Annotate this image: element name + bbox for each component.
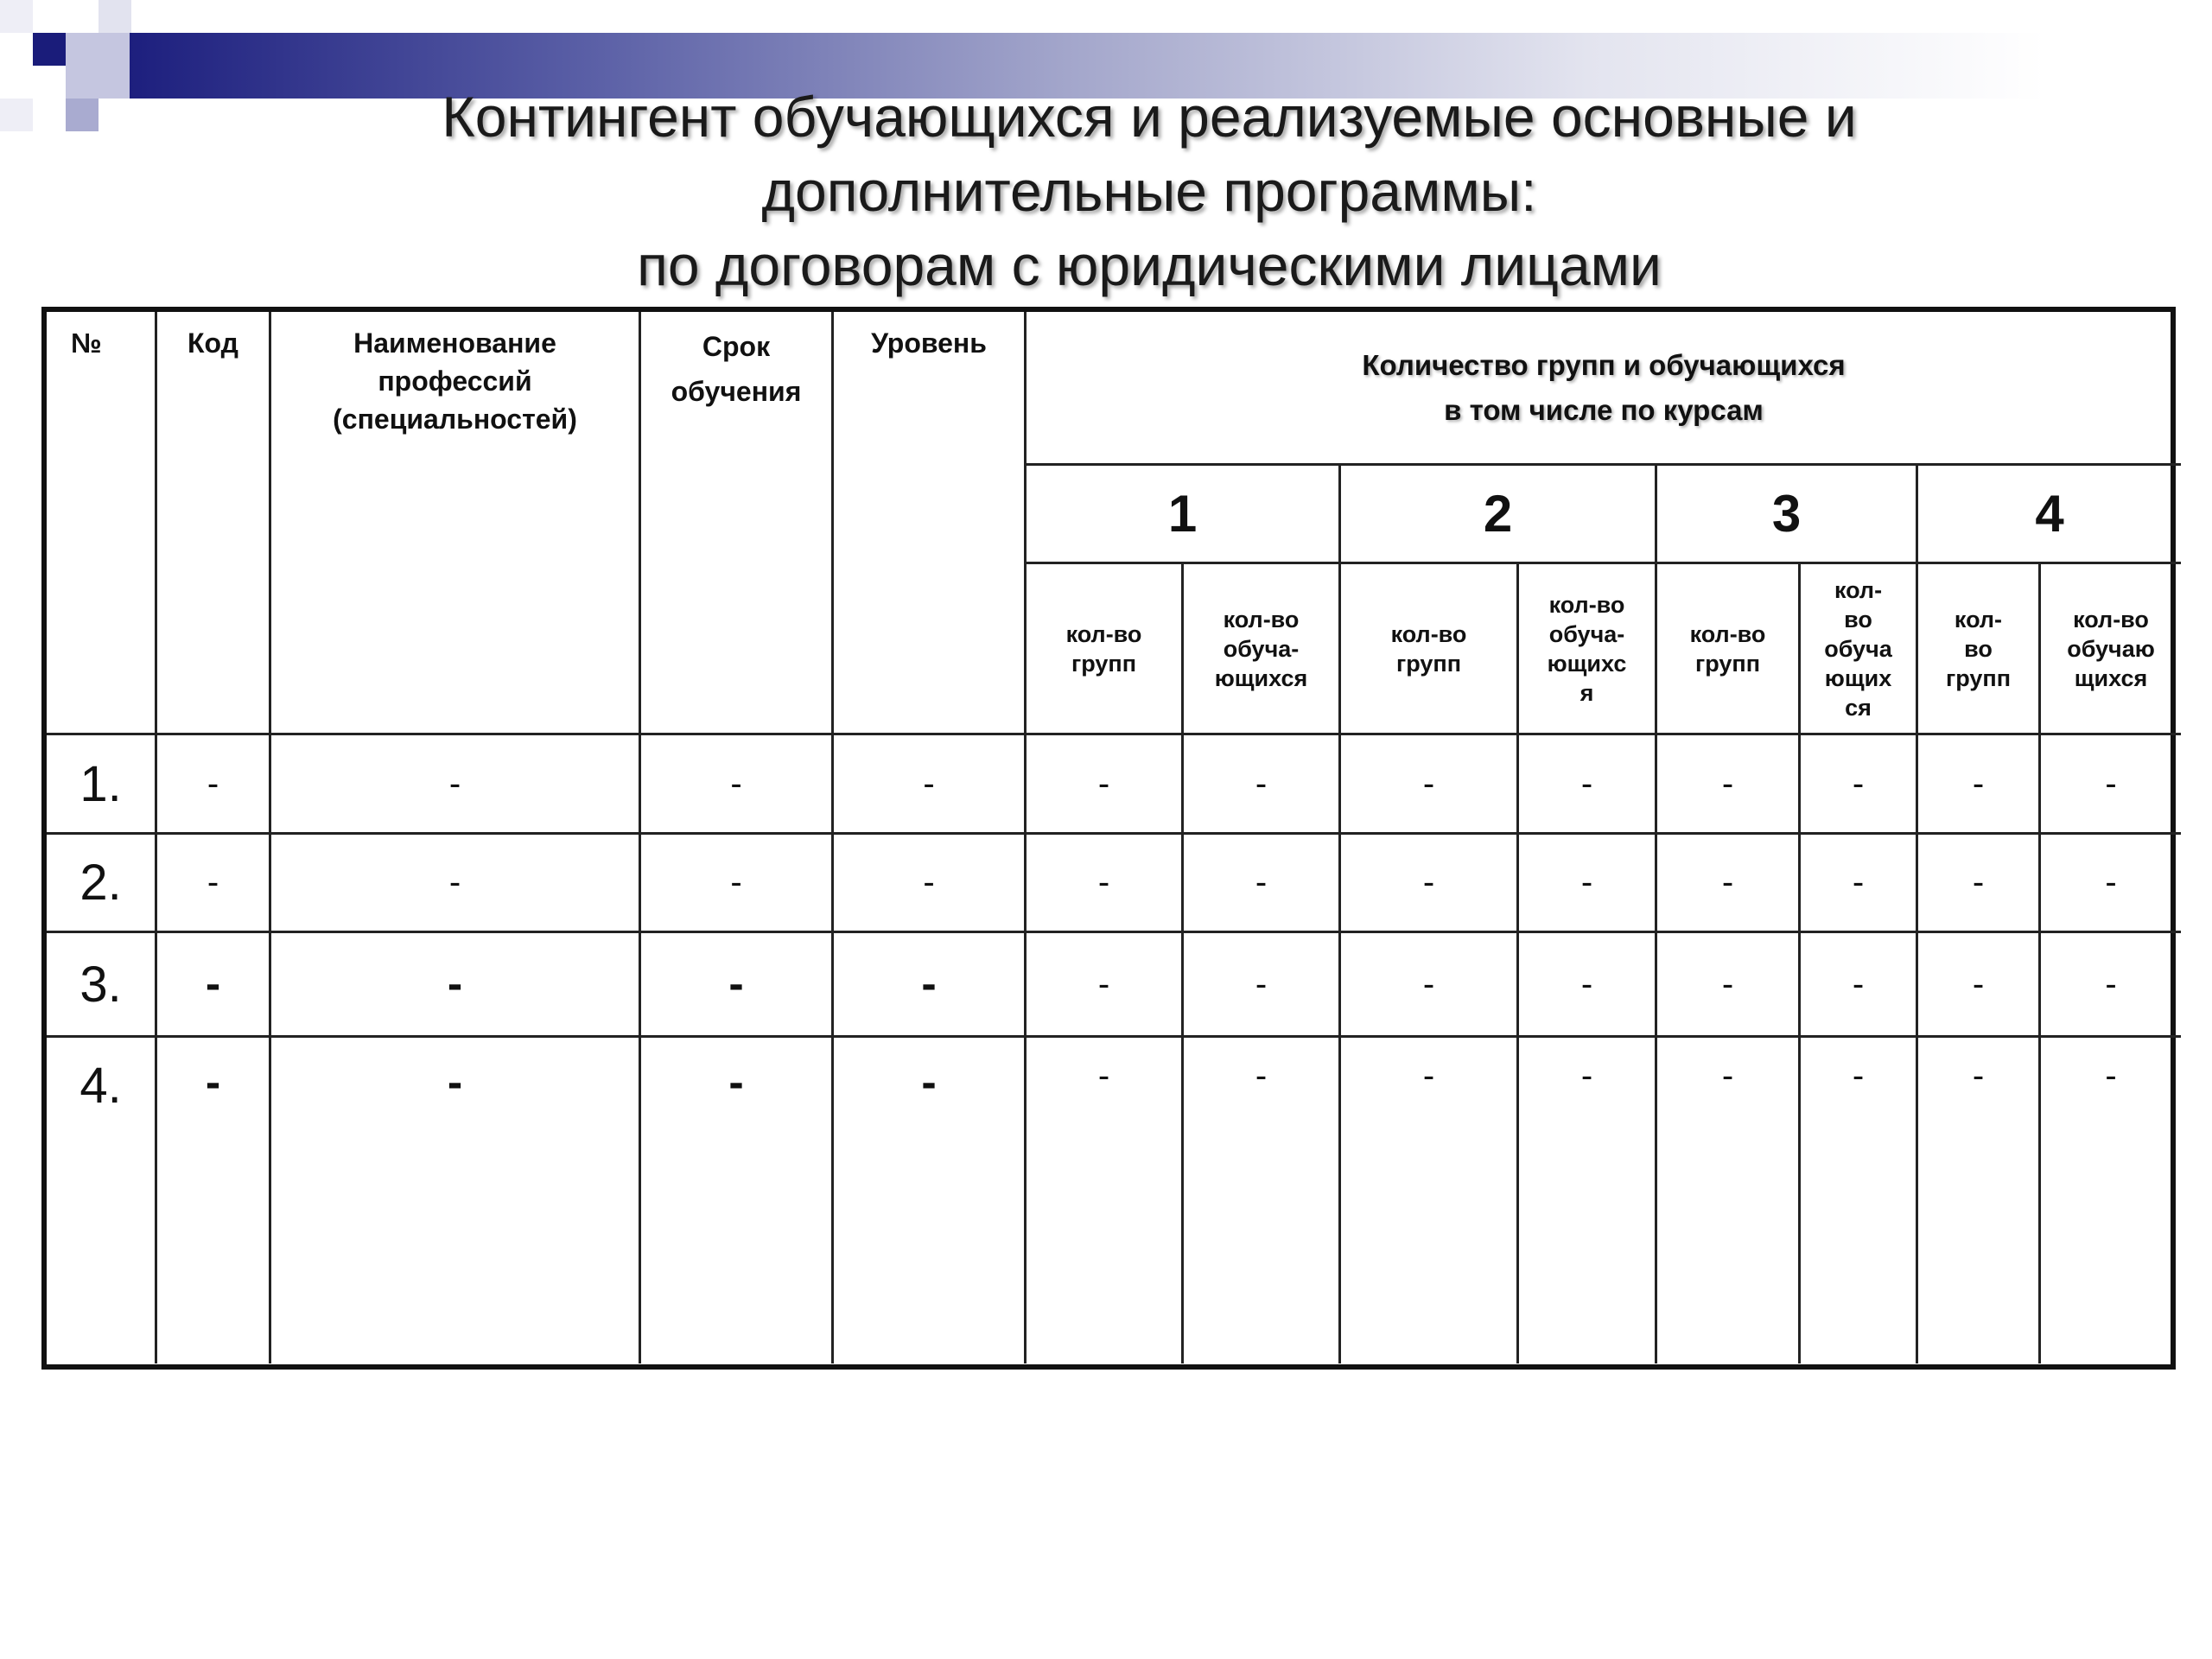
subheader-line: кол- [1954, 606, 2003, 632]
header-quantity-line: Количество групп и обучающихся [1362, 348, 1846, 381]
subheader-line: групп [1694, 650, 1760, 677]
header-profession-name [271, 312, 641, 735]
subheader-groups [1341, 564, 1519, 735]
table-cell: - [271, 933, 641, 1038]
decor-square [66, 33, 130, 99]
table-cell: - [157, 933, 271, 1038]
table-cell: - [1657, 1038, 1801, 1363]
subheader-line: во [1844, 606, 1872, 632]
course-number: 4 [2035, 485, 2064, 543]
subheader-students [1801, 564, 1918, 735]
decor-square [66, 99, 99, 131]
subheader-line: обуча [1824, 635, 1892, 662]
header-course-4 [1918, 466, 2181, 564]
header-duration-line: обучения [671, 376, 802, 407]
table-cell: - [1184, 933, 1341, 1038]
subheader-line: ся [1845, 694, 1872, 721]
table-cell: - [2041, 835, 2181, 933]
table-cell: - [834, 835, 1027, 933]
subheader-line: групп [1945, 664, 2011, 691]
row-number: 4. [47, 1038, 157, 1363]
title-line-2: дополнительные программы: [761, 159, 1537, 223]
subheader-groups [1918, 564, 2041, 735]
subheader-line: кол-во [2073, 606, 2149, 632]
table-cell: - [157, 735, 271, 835]
subheader-line: во [1964, 635, 1993, 662]
table-cell: - [834, 1038, 1027, 1363]
header-number [47, 312, 157, 735]
header-duration-line: Срок [702, 331, 771, 362]
table-cell: - [641, 1038, 834, 1363]
table-cell: - [1918, 1038, 2041, 1363]
header-name-line: (специальностей) [333, 404, 577, 435]
subheader-line: кол-во [1548, 591, 1625, 618]
table-cell: - [2041, 933, 2181, 1038]
subheader-line: щихся [2074, 664, 2148, 691]
header-level [834, 312, 1027, 735]
header-quantity [1027, 312, 2181, 466]
table-cell: - [1341, 735, 1519, 835]
header-code-label: Код [188, 327, 238, 359]
decor-square [33, 33, 66, 66]
table-cell: - [2105, 1057, 2117, 1095]
header-quantity-line: в том числе по курсам [1444, 393, 1764, 426]
table-cell: - [1184, 835, 1341, 933]
title-line-3: по договорам с юридическими лицами [637, 233, 1662, 297]
contingent-table [41, 307, 2176, 1370]
header-name-line: профессий [378, 365, 532, 397]
table-cell: - [1519, 835, 1657, 933]
table-cell: - [1801, 835, 1918, 933]
course-number: 1 [1167, 485, 1198, 543]
decor-square [0, 0, 33, 33]
table-cell: - [1519, 933, 1657, 1038]
subheader-line: ющихся [1214, 664, 1308, 691]
decor-square [0, 99, 33, 131]
table-cell: - [1918, 735, 2041, 835]
header-name-line: Наименование [353, 327, 556, 359]
table-cell: - [834, 933, 1027, 1038]
slide-title [259, 79, 2039, 302]
table-cell: - [1027, 735, 1184, 835]
table-cell: - [1657, 835, 1801, 933]
table-cell: - [1657, 735, 1801, 835]
header-course-3 [1657, 466, 1918, 564]
table-cell: - [271, 1038, 641, 1363]
subheader-students [2041, 564, 2181, 735]
table-cell: - [1918, 835, 2041, 933]
subheader-line: ющихс [1547, 650, 1627, 677]
table-cell: - [1184, 1038, 1341, 1363]
table-cell: - [641, 835, 834, 933]
header-duration [641, 312, 834, 735]
subheader-groups [1027, 564, 1184, 735]
table-cell: - [1519, 735, 1657, 835]
table-cell: - [1341, 835, 1519, 933]
subheader-students [1184, 564, 1341, 735]
subheader-line: ющих [1824, 664, 1892, 691]
subheader-groups [1657, 564, 1801, 735]
table-cell: - [641, 933, 834, 1038]
row-number: 3. [47, 933, 157, 1038]
header-number-label: № [71, 327, 102, 359]
table-cell: - [271, 835, 641, 933]
decor-square [99, 0, 131, 33]
course-number: 2 [1483, 485, 1513, 543]
table-cell: - [1027, 933, 1184, 1038]
table-cell: - [1918, 933, 2041, 1038]
table-cell: - [157, 1038, 271, 1363]
subheader-line: кол-во [1689, 620, 1766, 647]
table-cell: - [1801, 933, 1918, 1038]
subheader-line: кол- [1834, 576, 1883, 603]
title-line-1: Контингент обучающихся и реализуемые основные и [442, 85, 1857, 149]
row-number: 1. [47, 735, 157, 835]
table-cell: - [1341, 933, 1519, 1038]
table-cell: - [1341, 1038, 1519, 1363]
subheader-line: групп [1071, 650, 1136, 677]
table-cell: - [1657, 933, 1801, 1038]
table-cell: - [157, 835, 271, 933]
table-cell: - [1184, 735, 1341, 835]
header-course-1 [1027, 466, 1341, 564]
subheader-line: обуча- [1223, 635, 1300, 662]
subheader-students [1519, 564, 1657, 735]
header-level-label: Уровень [871, 327, 987, 359]
subheader-line: кол-во [1223, 606, 1300, 632]
table-cell: - [2041, 735, 2181, 835]
table-cell: - [271, 735, 641, 835]
table-cell: - [1801, 1038, 1918, 1363]
subheader-line: кол-во [1065, 620, 1142, 647]
subheader-line: групп [1395, 650, 1461, 677]
header-course-2 [1341, 466, 1657, 564]
table-cell: - [1027, 835, 1184, 933]
table-cell: - [1519, 1038, 1657, 1363]
course-number: 3 [1771, 485, 1802, 543]
table-cell: - [1027, 1038, 1184, 1363]
row-number: 2. [47, 835, 157, 933]
table-cell: - [1801, 735, 1918, 835]
subheader-line: обучаю [2067, 635, 2155, 662]
subheader-line: я [1580, 679, 1594, 706]
header-code [157, 312, 271, 735]
table-cell: - [641, 735, 834, 835]
subheader-line: обуча- [1548, 620, 1625, 647]
subheader-line: кол-во [1390, 620, 1467, 647]
table-cell: - [834, 735, 1027, 835]
